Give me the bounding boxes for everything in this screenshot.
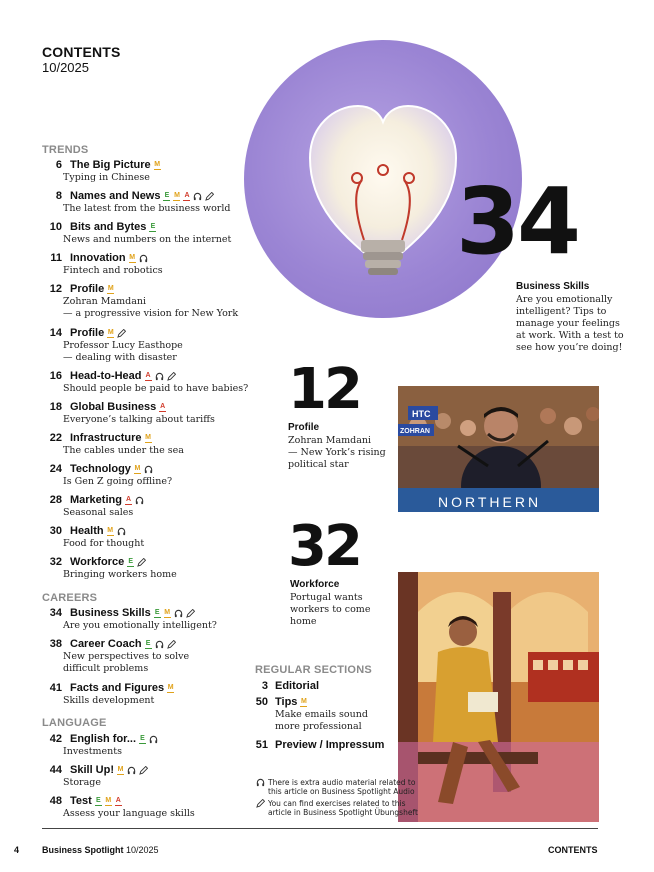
toc-title: Head-to-Head (70, 370, 142, 382)
regular-entry-heading (246, 679, 396, 693)
level-badge-m: M (301, 698, 307, 705)
toc-title: Names and News (70, 190, 161, 202)
feature-number-32: 32 (288, 514, 360, 579)
contents-header (42, 44, 121, 75)
section-heading-careers: CAREERS (42, 592, 98, 604)
toc-page-number: 24 (49, 463, 62, 475)
feature-title-profile: Profile (288, 422, 320, 433)
toc-entry-heading (42, 794, 252, 808)
toc-entry-heading (42, 158, 252, 172)
level-badge-m: M (145, 434, 151, 441)
headphones-icon (139, 254, 148, 263)
toc-description: Fintech and robotics (63, 265, 163, 276)
pencil-icon (137, 558, 146, 567)
toc-entry[interactable] (42, 220, 252, 246)
level-badge-m: M (154, 161, 161, 168)
section-heading-trends: TRENDS (42, 144, 89, 156)
toc-entry[interactable] (42, 400, 252, 426)
toc-title: Bits and Bytes (70, 221, 147, 233)
level-badge-m: M (129, 254, 136, 261)
toc-page-number: 34 (49, 607, 62, 619)
toc-description: Everyone’s talking about tariffs (63, 414, 215, 425)
toc-description: Investments (63, 746, 122, 757)
toc-title: Test (70, 795, 92, 807)
regular-entry-heading (246, 738, 396, 752)
pencil-icon (139, 766, 148, 775)
toc-description: Bringing workers home (63, 569, 177, 580)
issue-date: 10/2025 (42, 60, 89, 75)
toc-page-number: 6 (55, 159, 62, 171)
toc-description: New perspectives to solve difficult problems (63, 651, 190, 674)
regular-section-entry[interactable] (246, 695, 396, 733)
level-badge-e: E (164, 192, 170, 199)
section-heading-language: LANGUAGE (42, 717, 107, 729)
toc-page-number: 48 (49, 795, 62, 807)
regular-title: Tips (275, 696, 298, 708)
toc-entry[interactable] (42, 326, 252, 364)
toc-page-number: 10 (49, 221, 62, 233)
level-badge-a: A (145, 372, 151, 379)
page-number: 4 (14, 845, 20, 855)
headphones-icon (155, 372, 164, 381)
toc-entry-heading (42, 637, 252, 651)
regular-section-entry[interactable] (246, 679, 396, 693)
footer-section: CONTENTS (548, 845, 598, 855)
toc-page-number: 12 (49, 283, 62, 295)
rally-banner-text: NORTHERN (438, 494, 542, 510)
level-badge-a: A (125, 496, 131, 503)
level-badge-m: M (164, 609, 171, 616)
toc-title: Health (70, 525, 104, 537)
feature-desc-business-skills: Are you emotionally intelligent? Tips to manage your feelings at work. With a test to see how you’re doing! (516, 294, 624, 353)
toc-entry[interactable] (42, 555, 252, 581)
footer-brand: Business Spotlight (42, 845, 124, 855)
level-badge-m: M (117, 766, 124, 773)
level-badge-e: E (128, 558, 134, 565)
level-badge-m: M (105, 797, 112, 804)
toc-entry-heading (42, 732, 252, 746)
level-badge-m: M (134, 465, 141, 472)
level-badge-m: M (167, 684, 174, 691)
toc-description: News and numbers on the internet (63, 234, 232, 245)
regular-title: Editorial (275, 680, 320, 692)
headphones-icon (149, 735, 158, 744)
toc-entry-heading (42, 606, 252, 620)
level-badge-e: E (145, 640, 151, 647)
toc-entry-heading (42, 189, 252, 203)
toc-entry-heading (42, 369, 252, 383)
toc-entry[interactable] (42, 794, 252, 820)
toc-page-number: 22 (49, 432, 62, 444)
toc-title: Technology (70, 463, 131, 475)
toc-page-number: 42 (49, 733, 62, 745)
toc-entry[interactable] (42, 606, 252, 632)
footer-issue: 10/2025 (126, 845, 159, 855)
toc-entry-heading (42, 555, 252, 569)
feature-desc-workforce: Portugal wants workers to come home (290, 592, 371, 627)
toc-page-number: 8 (55, 190, 62, 202)
toc-description: Are you emotionally intelligent? (63, 620, 217, 631)
rally-sign-htc: HTC (412, 409, 431, 419)
toc-description: The latest from the business world (63, 203, 231, 214)
toc-entry[interactable] (42, 282, 252, 320)
level-badge-m: M (107, 527, 114, 534)
toc-description: Zohran Mamdani — a progressive vision for New York (63, 296, 239, 319)
headphones-icon (135, 496, 144, 505)
toc-description: Should people be paid to have babies? (63, 383, 249, 394)
toc-page-number: 44 (49, 764, 62, 776)
level-badge-m: M (107, 285, 114, 292)
pencil-icon (205, 192, 214, 201)
toc-title: Innovation (70, 252, 126, 264)
toc-entry[interactable] (42, 431, 252, 457)
pencil-icon (167, 640, 176, 649)
toc-description: Typing in Chinese (63, 172, 150, 183)
toc-entry-heading (42, 282, 252, 296)
legend-pencil-line2: article in Business Spotlight Übungsheft (268, 808, 418, 817)
feature-image-painting (398, 572, 599, 822)
pencil-icon (167, 372, 176, 381)
toc-page-number: 14 (49, 327, 62, 339)
toc-entry-heading (42, 251, 252, 265)
legend-audio-line2: this article on Business Spotlight Audio (268, 787, 415, 796)
toc-title: Business Skills (70, 607, 151, 619)
toc-title: Skill Up! (70, 764, 115, 776)
headphones-icon (193, 192, 202, 201)
toc-page-number: 18 (49, 401, 62, 413)
regular-entry-heading (246, 695, 396, 709)
toc-entry[interactable] (42, 763, 252, 789)
footer-rule (42, 828, 598, 829)
toc-entry[interactable] (42, 681, 252, 707)
feature-number-12: 12 (288, 357, 360, 422)
toc-entry[interactable] (42, 462, 252, 488)
level-badge-a: A (115, 797, 121, 804)
pencil-icon (186, 609, 195, 618)
toc-title: Facts and Figures (70, 682, 165, 694)
feature-number-34: 34 (456, 168, 579, 275)
regular-section-entry[interactable] (246, 738, 396, 752)
toc-page-number: 32 (49, 556, 62, 568)
toc-page-number: 38 (49, 638, 62, 650)
toc-entry[interactable] (42, 637, 252, 675)
legend-pencil-icon (256, 799, 265, 808)
headphones-icon (174, 609, 183, 618)
toc-entry-heading (42, 220, 252, 234)
feature-title-workforce: Workforce (290, 579, 340, 590)
level-badge-m: M (107, 329, 114, 336)
level-badge-e: E (154, 609, 160, 616)
level-badge-e: E (140, 735, 145, 742)
pencil-icon (117, 329, 126, 338)
regular-page-number: 3 (261, 680, 268, 692)
headphones-icon (144, 465, 153, 474)
toc-description: Storage (63, 777, 101, 788)
toc-description: Assess your language skills (63, 808, 195, 819)
page-title: CONTENTS (42, 44, 121, 60)
toc-entry-heading (42, 493, 252, 507)
level-badge-e: E (95, 797, 101, 804)
legend-pencil-line1: You can find exercises related to this (268, 799, 406, 808)
headphones-icon (117, 527, 126, 536)
toc-entry-heading (42, 326, 252, 340)
regular-description: Make emails sound more professional (275, 709, 368, 732)
toc-page-number: 28 (49, 494, 62, 506)
toc-page-number: 11 (50, 252, 62, 264)
toc-entry-heading (42, 763, 252, 777)
feature-photo-rally (398, 386, 599, 512)
toc-entry[interactable] (42, 158, 252, 184)
toc-title: Profile (70, 327, 105, 339)
toc-description: Food for thought (63, 538, 145, 549)
headphones-icon (127, 766, 136, 775)
legend-audio-line1: There is extra audio material related to (268, 778, 416, 787)
footer-brand-block (42, 845, 159, 855)
rally-sign-zohran: ZOHRAN (400, 428, 430, 435)
toc-page-number: 16 (49, 370, 62, 382)
regular-page-number: 51 (255, 739, 268, 751)
toc-entry-heading (42, 400, 252, 414)
toc-title: Career Coach (70, 638, 142, 650)
toc-entry-heading (42, 462, 252, 476)
toc-entry[interactable] (42, 251, 252, 277)
toc-entry[interactable] (42, 369, 252, 395)
toc-description: The cables under the sea (63, 445, 184, 456)
toc-title: Workforce (70, 556, 125, 568)
toc-entry[interactable] (42, 189, 252, 215)
toc-description: Skills development (63, 695, 155, 706)
toc-page-number: 30 (49, 525, 62, 537)
toc-title: Marketing (70, 494, 122, 506)
level-badge-e: E (150, 223, 156, 230)
level-badge-m: M (174, 192, 180, 199)
toc-title: The Big Picture (70, 159, 151, 171)
toc-entry-heading (42, 524, 252, 538)
toc-description: Is Gen Z going offline? (63, 476, 173, 487)
toc-entry[interactable] (42, 493, 252, 519)
feature-desc-profile: Zohran Mamdani — New York’s rising political star (288, 435, 386, 470)
headphones-icon (155, 640, 164, 649)
toc-page-number: 41 (49, 682, 62, 694)
toc-entry-heading (42, 431, 252, 445)
toc-description: Professor Lucy Easthope — dealing with disaster (63, 340, 183, 363)
toc-title: English for... (70, 733, 137, 745)
toc-description: Seasonal sales (63, 507, 134, 518)
toc-title: Infrastructure (70, 432, 142, 444)
toc-entry[interactable] (42, 732, 252, 758)
toc-entry[interactable] (42, 524, 252, 550)
toc-title: Global Business (70, 401, 157, 413)
regular-title: Preview / Impressum (275, 739, 385, 751)
feature-title-business-skills: Business Skills (516, 281, 590, 292)
regular-page-number: 50 (255, 696, 268, 708)
legend-headphones-icon (256, 778, 265, 787)
level-badge-a: A (160, 403, 166, 410)
section-heading-regular: REGULAR SECTIONS (255, 664, 372, 676)
toc-entry-heading (42, 681, 252, 695)
level-badge-a: A (184, 192, 190, 199)
toc-title: Profile (70, 283, 105, 295)
